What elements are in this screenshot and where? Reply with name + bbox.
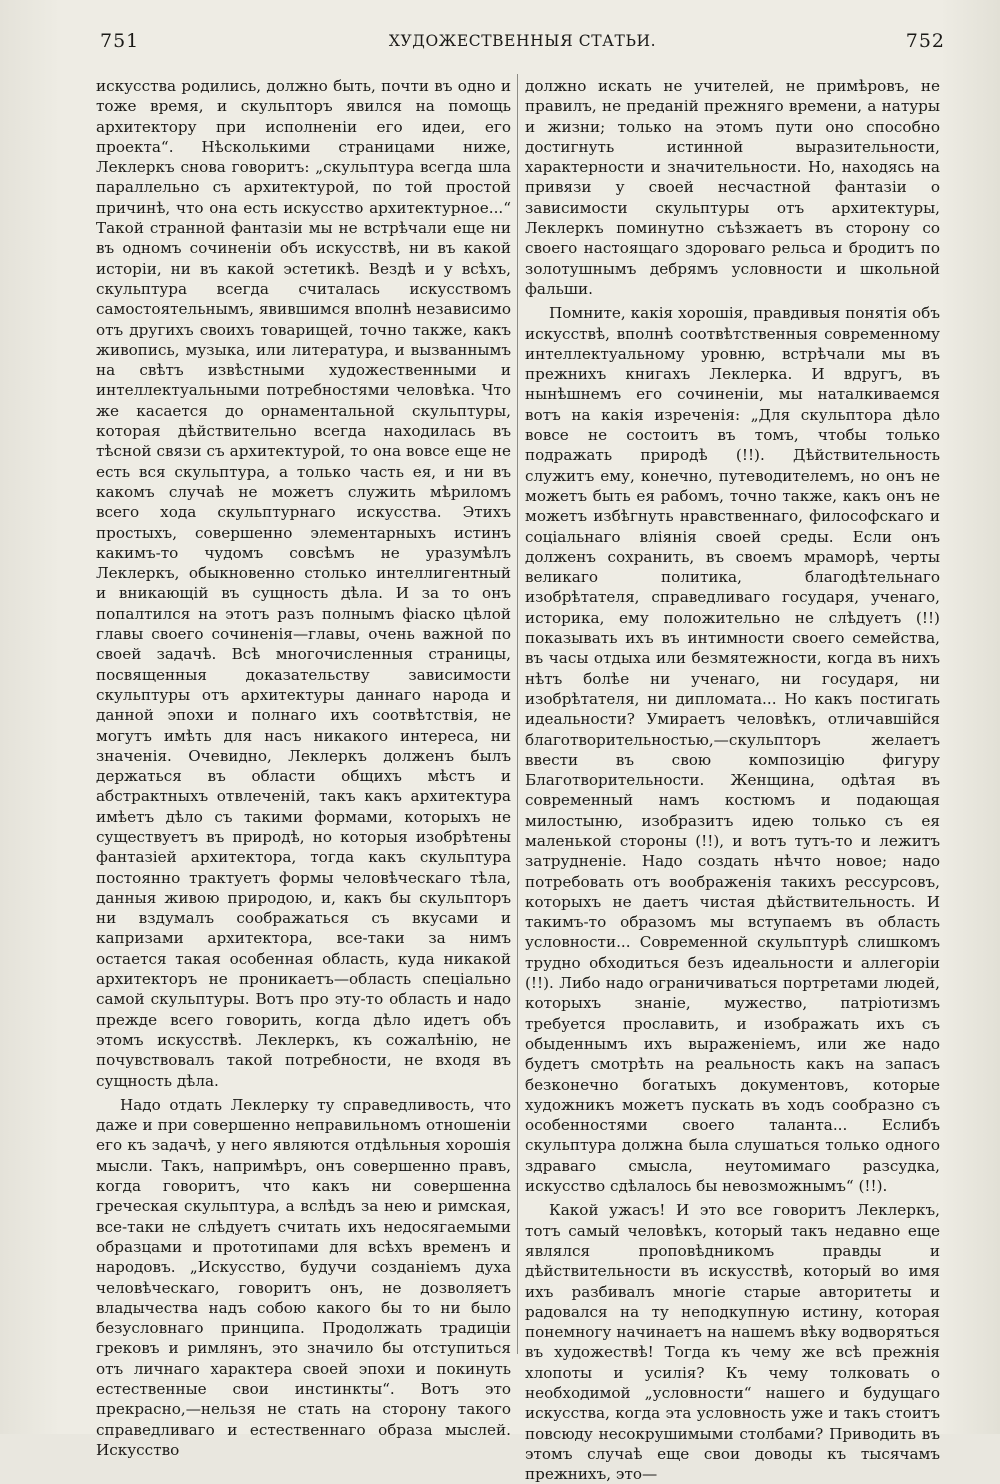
page-number-right: 752: [905, 30, 945, 52]
left-paragraph-2: Надо отдать Леклерку ту справедливость, что даже и при совершенно неправильномъ отношеніи его къ задачѣ, у него являются отдѣльныя хорошія мысли. Такъ, напримѣръ, онъ совершенно правъ, когда говоритъ, что какъ ни совершенна греческая скульптура, а вслѣдъ за нею и римская, все-таки не слѣдуетъ считать ихъ недосягаемыми образцами и прототипами для всѣхъ временъ и народовъ. „Искусство, будучи созданіемъ духа человѣческаго, говоритъ онъ, не дозволяетъ владычества надъ собою какого бы то ни было безусловнаго принципа. Продолжать традиціи грековъ и римлянъ, это значило бы отступиться отъ личнаго характера своей эпохи и покинуть естественные свои инстинкты“. Вотъ это прекрасно,—нельзя не стать на сторону такого справедливаго и естественнаго образа мыслей. Искусство: [96, 1095, 511, 1459]
column-divider: [517, 74, 518, 1354]
left-paragraph-1: искусства родились, должно быть, почти въ одно и тоже время, и скульпторъ явился на помощь архитектору при исполненіи его идеи, его проекта“. Нѣсколькими страницами ниже, Леклеркъ снова говоритъ: „скульптура всегда шла параллельно съ архитектурой, по той простой причинѣ, что она есть искусство архитектурное...“ Такой странной фантазіи мы не встрѣчали еще ни въ одномъ сочиненіи объ искусствѣ, ни въ какой исторіи, ни въ какой эстетикѣ. Вездѣ и у всѣхъ, скульптура всегда считалась искусствомъ самостоятельнымъ, явившимся вполнѣ независимо отъ другихъ своихъ товарищей, точно также, какъ живопись, музыка, или литература, и вызваннымъ на свѣтъ извѣстными художественными и интеллектуальными потребностями человѣка. Что же касается до орнаментальной скульптуры, которая дѣйствительно всегда находилась въ тѣсной связи съ архитектурой, то она вовсе еще не есть вся скульптура, а только часть ея, и ни въ какомъ случаѣ не можетъ служить мѣриломъ всего хода скульптурнаго искусства. Этихъ простыхъ, совершенно элементарныхъ истинъ какимъ-то чудомъ совсѣмъ не уразумѣлъ Леклеркъ, обыкновенно столько интеллигентный и вникающій въ сущность дѣла. И за то онъ попалтился на этотъ разъ полнымъ фіаско цѣлой главы своего сочиненія—главы, очень важной по своей задачѣ. Всѣ многочисленныя страницы, посвященныя доказательству зависимости скульптуры отъ архитектуры даннаго народа и данной эпохи и полнаго ихъ соотвѣтствія, не могутъ имѣть для насъ никакого интереса, ни значенія. Очевидно, Леклеркъ долженъ былъ держаться въ области общихъ мѣстъ и абстрактныхъ отвлеченій, такъ какъ архитектура имѣетъ дѣло съ такими формами, которыхъ не существуетъ въ природѣ, но которыя изобрѣтены фантазіей архитектора, тогда какъ скульптура постоянно трактуетъ формы человѣческаго тѣла, данныя живою природою, и, какъ бы скульпторъ ни вздумалъ соображаться съ вкусами и капризами архитектора, все-таки за нимъ остается такая особенная область, куда никакой архитекторъ не проникаетъ—область спеціально самой скульптуры. Вотъ про эту-то область и надо прежде всего говорить, когда дѣло идетъ объ этомъ искусствѣ. Леклеркъ, къ сожалѣнію, не почувствовалъ такой потребности, не входя въ сущность дѣла.: [96, 77, 511, 1090]
right-paragraph-3: Какой ужасъ! И это все говоритъ Леклеркъ, тотъ самый человѣкъ, который такъ недавно еще являлся проповѣдникомъ правды и дѣйствительности въ искусствѣ, который во имя ихъ разбивалъ многіе старые авторитеты и радовался на ту неподкупную истину, которая понемногу начинаетъ на нашемъ вѣку водворяться въ художествѣ! Тогда къ чему же всѣ прежнія хлопоты и усилія? Къ чему толковать о необходимой „условности“ нашего и будущаго искусства, когда эта условность уже и такъ стоитъ повсюду несокрушимыми столбами? Приводить въ этомъ случаѣ еще свои доводы къ тысячамъ прежнихъ, это—: [525, 1201, 940, 1484]
right-paragraph-1: должно искать не учителей, не примѣровъ, не правилъ, не преданій прежняго времени, а натуры и жизни; только на этомъ пути оно способно достигнуть истинной выразительности, характерности и значительности. Но, находясь на привязи у своей несчастной фантазіи о зависимости скульптуры отъ архитектуры, Леклеркъ поминутно съѣзжаетъ въ сторону со своего настоящаго здороваго рельса и бродитъ по золотушнымъ дебрямъ условности и школьной фальши.: [525, 77, 940, 298]
page-number-left: 751: [100, 30, 140, 52]
section-title: ХУДОЖЕСТВЕННЫЯ СТАТЬИ.: [388, 32, 657, 50]
running-head: [100, 30, 945, 58]
right-column: [525, 76, 940, 1484]
right-paragraph-2: Помните, какія хорошія, правдивыя понятія объ искусствѣ, вполнѣ соотвѣтственныя современному интеллектуальному уровню, встрѣчали мы въ прежнихъ книгахъ Леклерка. И вдругъ, въ нынѣшнемъ его сочиненіи, мы наталкиваемся вотъ на какія изреченія: „Для скульптора дѣло вовсе не состоитъ въ томъ, чтобы только подражать природѣ (!!). Дѣйствительность служитъ ему, конечно, путеводителемъ, но онъ не можетъ быть ея рабомъ, точно также, какъ онъ не можетъ избѣгнуть нравственнаго, философскаго и соціальнаго вліянія своей среды. Если онъ долженъ сохранить, въ своемъ мраморѣ, черты великаго политика, благодѣтельнаго изобрѣтателя, справедливаго государя, ученаго, историка, ему положительно не слѣдуетъ (!!) показывать ихъ въ интимности своего семейства, въ часы отдыха или безмятежности, когда въ нихъ нѣтъ болѣе ни ученаго, ни государя, ни изобрѣтателя, ни дипломата... Но какъ постигать идеальности? Умираетъ человѣкъ, отличавшійся благотворительностью,—скульпторъ желаетъ ввести въ свою композицію фигуру Благотворительности. Женщина, одѣтая въ современный намъ костюмъ и подающая милостыню, изобразитъ идею только съ ея маленькой стороны (!!), и вотъ тутъ-то и лежитъ затрудненіе. Надо создать нѣчто новое; надо потребовать отъ воображенія такихъ рессурсовъ, которыхъ не даетъ чистая дѣйствительность. И такимъ-то образомъ мы вступаемъ въ область условности... Современной скульптурѣ слишкомъ трудно обходиться безъ идеальности и аллегоріи (!!). Либо надо ограничиваться портретами людей, которыхъ знаніе, мужество, патріотизмъ требуется прославить, и изображать ихъ съ обыденнымъ ихъ выраженіемъ, или же надо будетъ смотрѣть на реальность какъ на запасъ безконечно богатыхъ документовъ, которые художникъ можетъ пускать въ ходъ сообразно съ особенностями своего таланта... Еслибъ скульптура должна была слушаться только одного здраваго смысла, неутомимаго разсудка, искусство сдѣлалось бы невозможнымъ“ (!!).: [525, 304, 940, 1196]
left-column: [96, 76, 511, 1460]
